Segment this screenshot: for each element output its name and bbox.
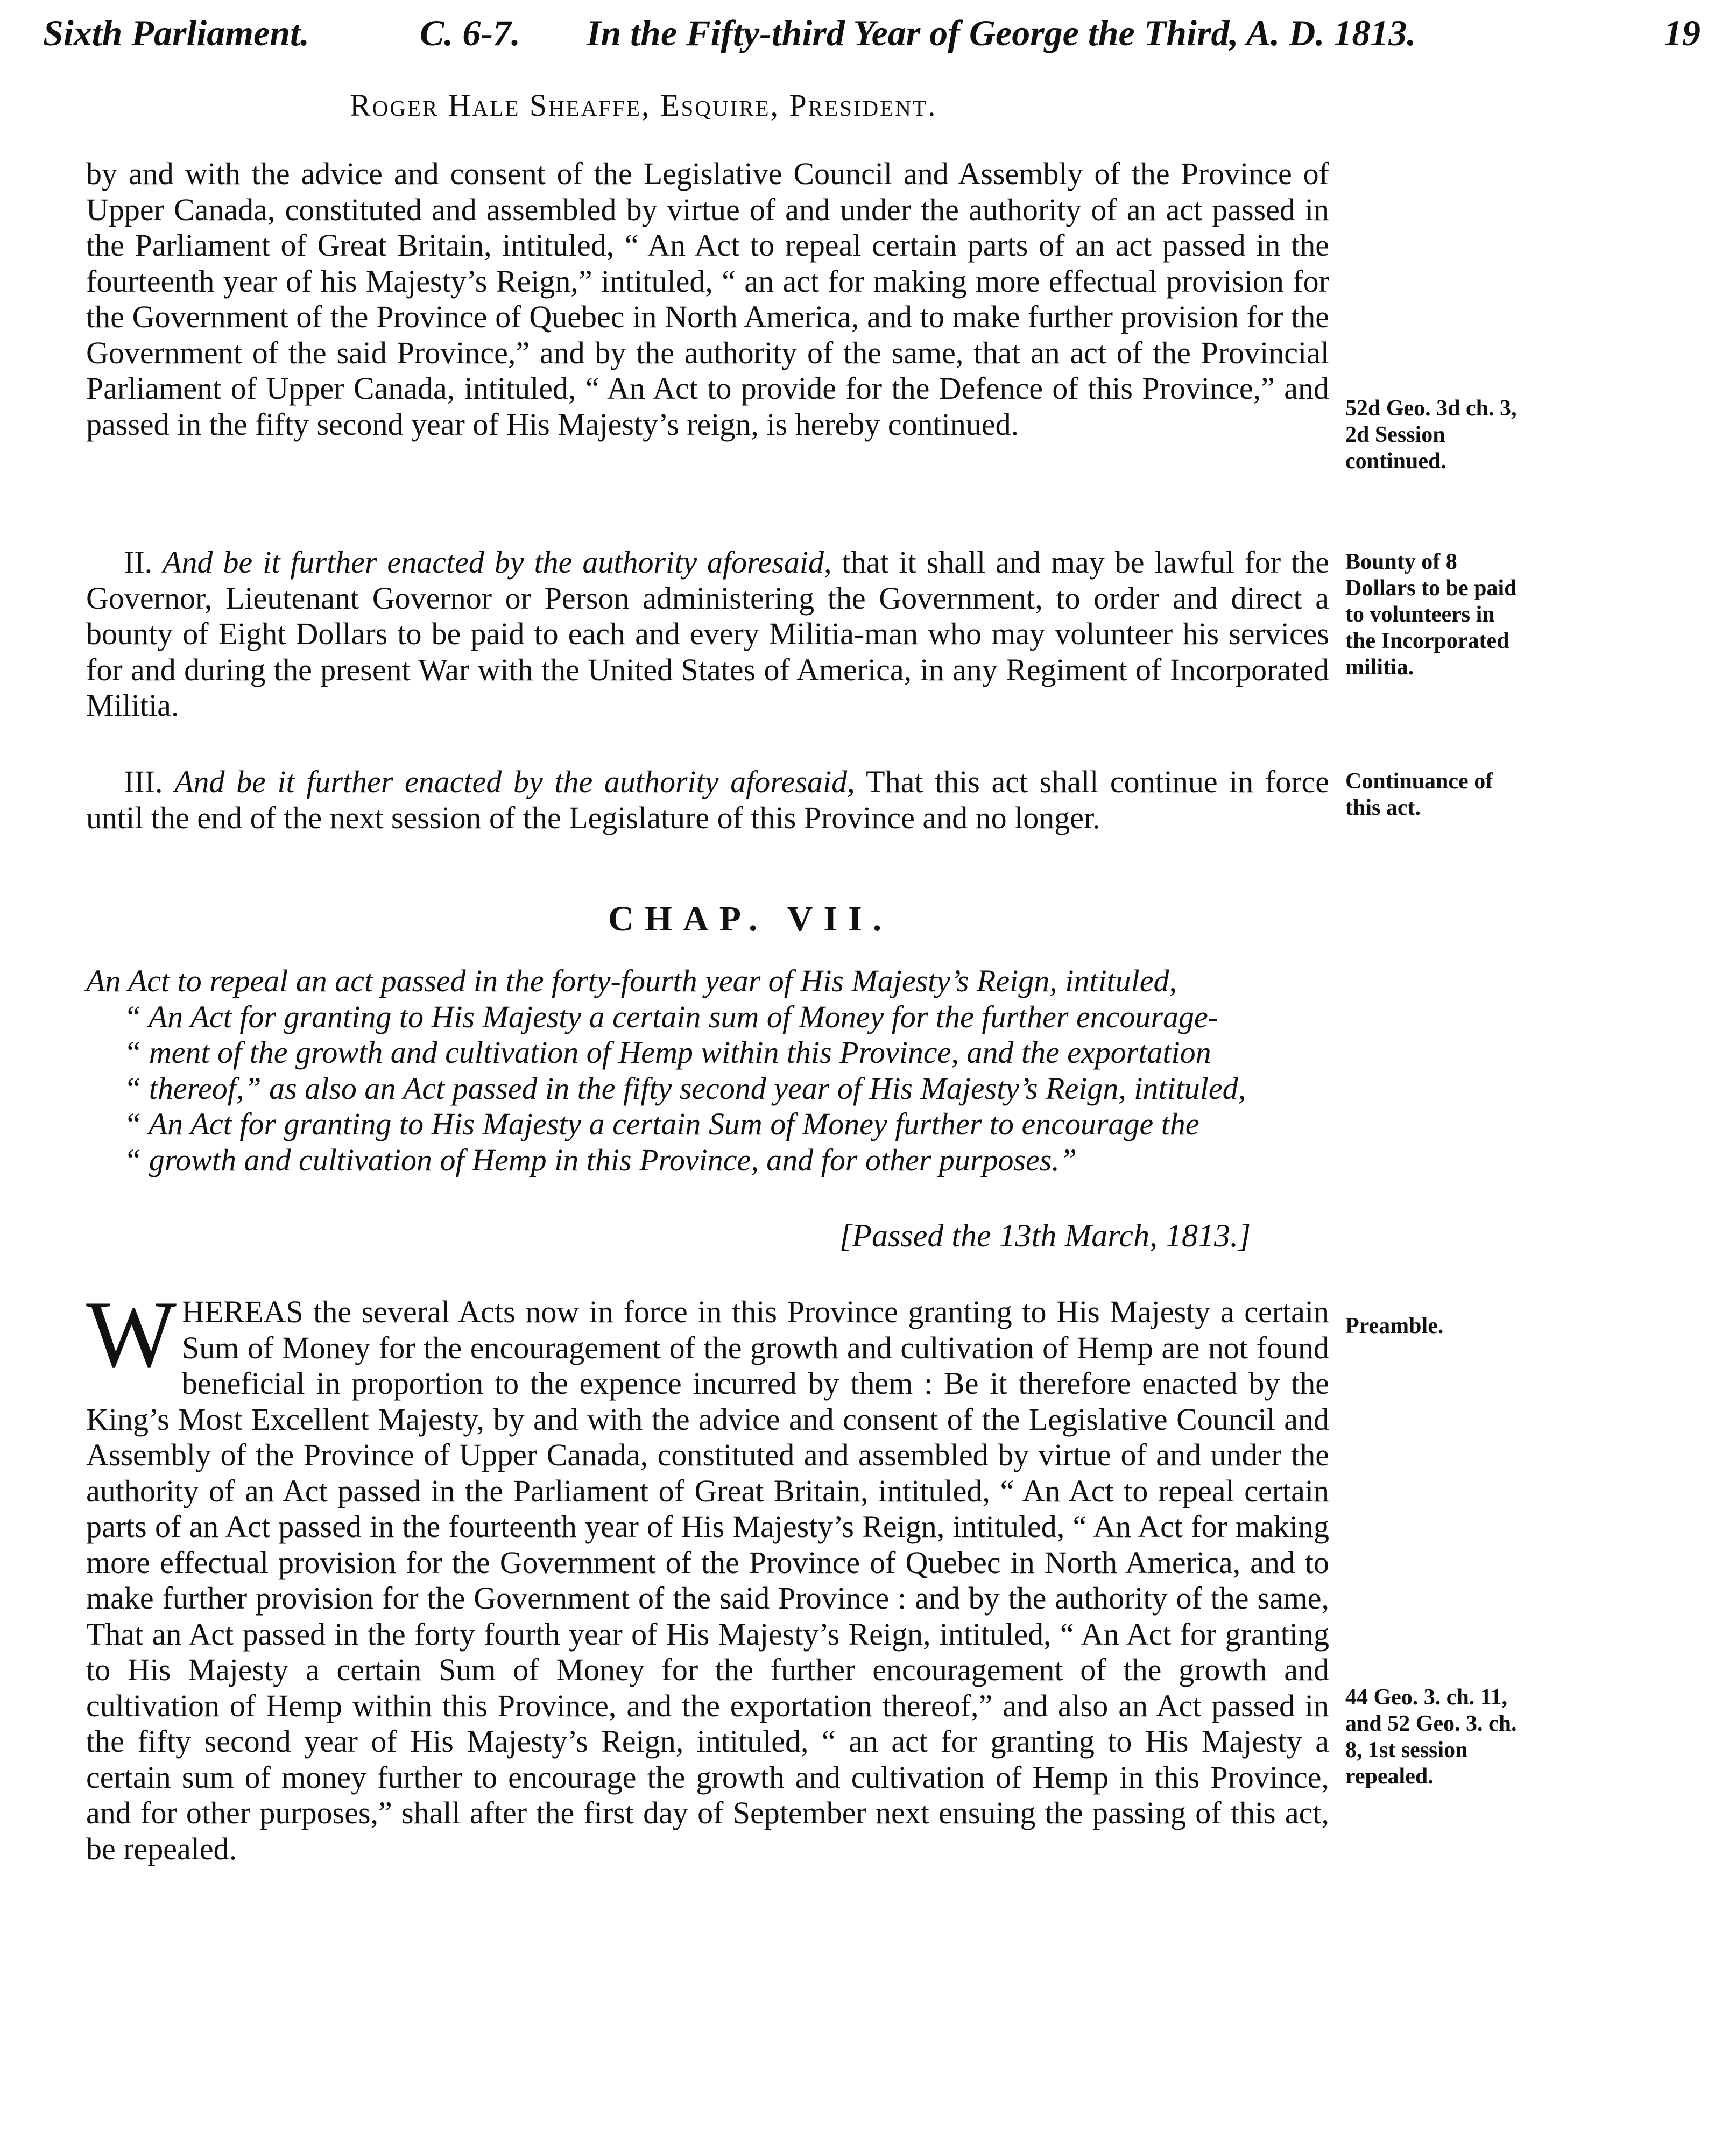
section-3: [86, 764, 1329, 836]
chapter-title-line: “ An Act for granting to His Majesty a certain Sum of Money further to encourage the: [124, 1106, 1199, 1141]
chapter-title-line: “ thereof,” as also an Act passed in the fifty second year of His Majesty’s Reign, intituled,: [124, 1070, 1246, 1106]
chapter-title-line: An Act to repeal an act passed in the forty-fourth year of His Majesty’s Reign, intituled,: [86, 963, 1177, 998]
parliament-label: Sixth Parliament.: [43, 12, 309, 53]
chapter-title-line: “ An Act for granting to His Majesty a certain sum of Money for the further encourage-: [124, 999, 1219, 1034]
margin-note-preamble: Preamble.: [1345, 1314, 1444, 1338]
margin-note-continued-act: 52d Geo. 3d ch. 3, 2d Session continued.: [1345, 396, 1517, 474]
section-2-enacting-clause: And be it further enacted by the authority aforesaid,: [163, 545, 832, 580]
section-1-text: by and with the advice and consent of the Legislative Council and Assembly of the Province of Upper Canada, constituted and assembled by virtue of and under the authority of an act passed in the Parliament of Great Britain, intituled, “ An Act to repeal certain parts of an act passed in the fourteenth year of his Majesty’s Reign,” intituled, “ an act for making more effectual provision for the Government of the Province of Quebec in North America, and to make further provision for the Government of the said Province,” and by the authority of the same, that an act of the Provincial Parliament of Upper Canada, intituled, “ An Act to provide for the Defence of this Province,” and passed in the fifty second year of His Majesty’s reign, is hereby continued.: [86, 156, 1329, 442]
section-3-enacting-clause: And be it further enacted by the authority aforesaid,: [174, 764, 855, 799]
margin-note-continuance: Continuance of this act.: [1345, 769, 1493, 820]
drop-cap: W: [86, 1281, 177, 1387]
page-number: 19: [1664, 12, 1700, 53]
margin-note-repealed: 44 Geo. 3. ch. 11, and 52 Geo. 3. ch. 8, 1st session repealed.: [1345, 1685, 1517, 1789]
section-2-text: that it shall and may be lawful for the Governor, Lieutenant Governor or Person administering the Government, to order and direct a bounty of Eight Dollars to be paid to each and every Militia-man who may volunteer his services for and during the present War with the United States of America, in any Regiment of Incorporated Militia.: [86, 545, 1330, 723]
preamble: [86, 1281, 1329, 1867]
section-1-continuation: [86, 156, 1329, 442]
preamble-text: HEREAS the several Acts now in force in this Province granting to His Majesty a certain Sum of Money for the encouragement of the growth and cultivation of Hemp are not found beneficial in proportion to the expence incurred by them : Be it therefore enacted by the King’s Most Excellent Majesty, by and with the advice and consent of the Legislative Council and Assembly of the Province of Upper Canada, constituted and assembled by virtue of and under the authority of an Act passed in the Parliament of Great Britain, intituled, “ An Act to repeal certain parts of an Act passed in the fourteenth year of His Majesty’s Reign, intituled, “ An Act for making more effectual provision for the Government of the Province of Quebec in North America, and to make further provision for the Government of the said Province : and by the authority of the same, That an Act passed in the forty fourth year of His Majesty’s Reign, intituled, “ An Act for granting to His Majesty a certain Sum of Money for the further encouragement of the growth and cultivation of Hemp within this Province, and the exportation thereof,” and also an Act passed in the fifty second year of His Majesty’s Reign, intituled, “ an act for granting to His Majesty a certain sum of money further to encourage the growth and cultivation of Hemp in this Province, and for other purposes,” shall after the first day of September next ensuing the passing of this act, be repealed.: [86, 1294, 1329, 1866]
running-head: [43, 12, 1700, 60]
chapter-title: [86, 963, 1345, 1178]
chapter-title-line: “ ment of the growth and cultivation of Hemp within this Province, and the exportation: [124, 1035, 1211, 1070]
section-2-number: II.: [124, 545, 153, 580]
chapter-reference: C. 6-7.: [420, 12, 520, 53]
section-2: [86, 545, 1329, 724]
running-title: In the Fifty-third Year of George the Third, A. D. 1813.: [587, 12, 1416, 53]
president-line: Roger Hale Sheaffe, Esquire, President.: [350, 88, 937, 123]
passed-date: [Passed the 13th March, 1813.]: [839, 1218, 1251, 1253]
section-3-number: III.: [124, 764, 163, 799]
chapter-heading: CHAP. VII.: [608, 899, 893, 939]
section-3-text: That this act shall continue in force until the end of the next session of the Legislature of this Province and no longer.: [86, 764, 1330, 835]
chapter-title-line: “ growth and cultivation of Hemp in this Province, and for other purposes.”: [124, 1142, 1077, 1177]
margin-note-bounty: Bounty of 8 Dollars to be paid to volunteers in the Incorporated militia.: [1345, 549, 1517, 680]
